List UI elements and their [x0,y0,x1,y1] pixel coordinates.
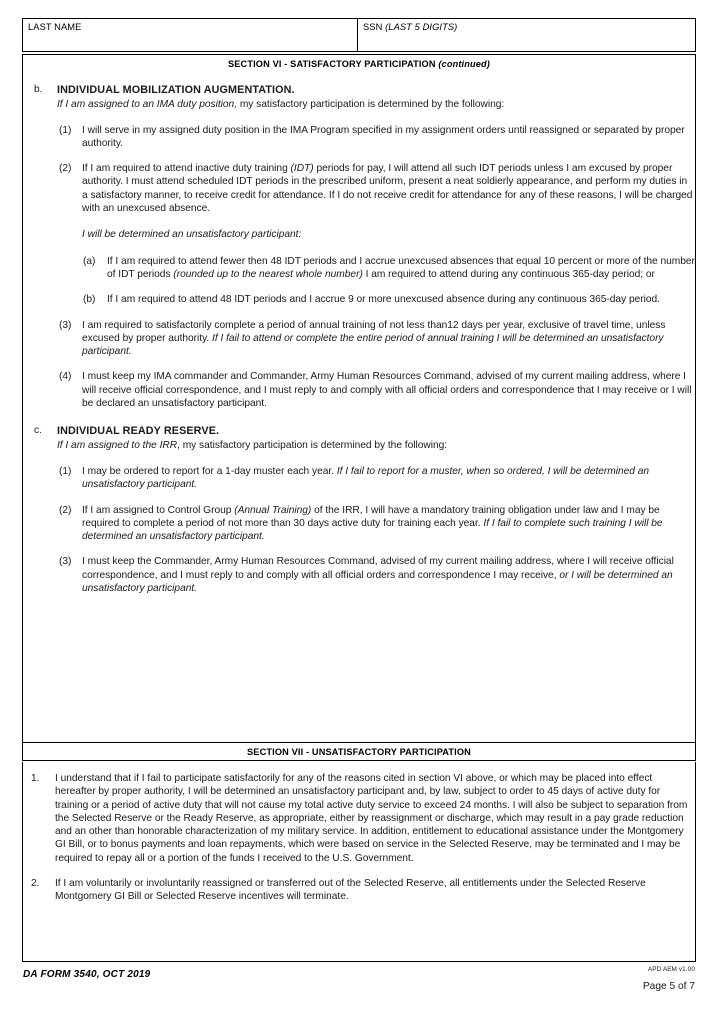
item-b2a-text [107,255,695,282]
item-b1-label: (1) [59,124,72,136]
item-b1 [59,124,695,151]
item-b3-text [82,319,695,359]
item-c-title: INDIVIDUAL READY RESERVE. [57,425,220,438]
section-vii-body [22,762,696,962]
item-b1-text: I will serve in my assigned duty position in the IMA Program specified in my assignment orders until reassigned or separated by proper authority. [82,124,685,149]
section-vii-item-2-text: If I am voluntarily or involuntarily reassigned or transferred out of the Selected Reserve, all entitlements under the Selected Reserve Montgomery GI Bill or Selected Reserve incentives will terminate. [55,878,646,903]
item-c1 [59,465,695,492]
item-b2-part2: periods for pay, I will attend all such IDT periods unless I am excused by proper authority. I must attend scheduled IDT periods in the prescribed uniform, present a neat soldierly appearance, and perform my duties in a satisfactory manner, to receive credit for attendance. If I do not receive credit for attendance for any of these reasons, I will be charged with an unexcused absence. [82,163,693,215]
last-name-field[interactable] [23,19,358,51]
item-b2b-label: (b) [83,294,96,306]
item-c-subtitle-rest: , my satisfactory participation is determined by the following: [177,440,448,452]
item-b3-italic: If I fail to attend or complete the entire period of annual training I will be determined an unsatisfactory participant. [82,332,664,358]
item-b2-label: (2) [59,163,72,175]
item-c1-part1: I may be ordered to report for a 1-day muster each year. [82,465,337,477]
section-vi-banner-continued: (continued) [438,58,491,69]
section-vii-item-2-label: 2. [31,878,40,890]
item-c-label: c. [34,425,42,437]
item-c2-annual-training: (Annual Training) [234,504,312,516]
item-c2-italic2: If I fail to complete such training I will be determined an unsatisfactory participant. [82,517,663,543]
item-c-subtitle [57,439,695,453]
item-b2a-part1: If I am required to attend fewer then 48 IDT periods and I accrue unexcused absences that equal 10 percent or more of the number of IDT periods [107,255,695,280]
section-vii-item-1-text: I understand that if I fail to participate satisfactorily for any of the reasons cited in section VI above, or which may be placed into effect hereafter by proper authority, I will be determined an unsatisfactory participant and, by law, subject to order to 45 days of active duty for training or a period of active duty that will not cause my total active duty service to exceed 24 months. I will also be subject to separation from the Selected Reserve or the Ready Reserve, as appropriate, either by reassignment or discharge, which may result in a pay grade reduction and an other than honorable characterization of my military service. In addition, entitlement to educational assistance under the Montgomery GI Bill, or to bonus payments and loan repayments, which were based on service in the Selected Reserve, may be terminated and I may be required to repay all or a portion of the funds I received to the U.S. Government. [55,773,688,864]
ssn-field[interactable] [358,19,695,51]
item-b2b-text: If I am required to attend 48 IDT periods and I accrue 9 or more unexcused absence during any continuous 365-day period. [107,294,660,306]
item-c1-text [82,465,695,492]
item-c1-label: (1) [59,465,72,477]
item-b3-part1: I am required to satisfactorily complete a period of annual training of not less than12 days per year, exclusive of travel time, unless excused by proper authority. [82,319,666,344]
item-b-title: INDIVIDUAL MOBILIZATION AUGMENTATION. [57,84,295,96]
item-b2-idt-abbrev: (IDT) [290,163,314,175]
item-c [34,424,695,453]
item-b4-label: (4) [59,371,72,383]
last-name-label: LAST NAME [28,22,82,32]
item-c2-part2: of the IRR, I will have a mandatory training obligation under law and I may be required to complete a period of not more than 30 days active duty for training each year. [82,504,660,529]
item-b-subtitle-rest: my satisfactory participation is determined by the following: [237,99,505,110]
item-b [34,83,695,112]
item-c2-label: (2) [59,504,72,516]
section-vi-body [22,72,696,742]
identification-table [22,18,696,52]
item-b3-label: (3) [59,319,72,331]
item-b2-leadin [82,228,695,241]
item-b-label: b. [34,84,43,95]
item-c-subtitle-italic: If I am assigned to the IRR [57,440,178,452]
form-identifier: DA FORM 3540, OCT 2019 [23,969,151,980]
item-b2-text [82,162,695,215]
section-vii-item-1-label: 1. [31,773,40,784]
item-b4 [59,370,695,410]
section-vii-banner-text: SECTION VII - UNSATISFACTORY PARTICIPATION [247,746,471,757]
item-b2b [83,293,695,306]
page-number: Page 5 of 7 [642,981,695,992]
item-c2 [59,504,695,544]
item-b2a-rounding-note: (rounded up to the nearest whole number) [173,268,363,280]
item-b2a [83,255,695,282]
item-b4-text: I must keep my IMA commander and Commander, Army Human Resources Command, advised of my current mailing address, where I will receive official correspondence, and I must reply to and comply with all official orders and correspondence that I may receive or I will be declared an unsatisfactory participant. [82,371,692,410]
item-b3 [59,319,695,359]
item-b2a-label: (a) [83,255,96,267]
item-c3-text [82,555,695,595]
item-c3 [59,555,695,595]
section-vii-item-2 [31,877,695,904]
item-b2-part1: If I am required to attend inactive duty training [82,163,291,175]
item-c2-part1: If I am assigned to Control Group [82,504,235,516]
item-b2a-part2: I am required to attend during any continuous 365-day period; or [362,268,655,280]
apd-version-label: APD AEM v1.00 [647,966,695,973]
item-b-subtitle-italic: If I am assigned to an IMA duty position, [57,99,238,110]
ssn-label-qualifier: (LAST 5 DIGITS) [385,22,458,32]
item-c3-label: (3) [59,556,72,568]
ssn-label: SSN [363,22,386,32]
item-c2-text [82,504,695,544]
item-b2-leadin-text: I will be determined an unsatisfactory participant: [82,229,302,241]
section-vii-banner [22,742,696,761]
section-vi-banner-text: SECTION VI - SATISFACTORY PARTICIPATION [227,58,439,69]
item-c3-italic: or I will be determined an unsatisfactory participant. [82,569,673,595]
item-c3-part1: I must keep the Commander, Army Human Resources Command, advised of my current mailing address, where I will receive official correspondence, and I must reply to and comply with all official orders and correspondence I may receive, [82,556,674,581]
item-b2 [59,162,695,215]
item-c1-italic: If I fail to report for a muster, when so ordered, I will be determined an unsatisfactory participant. [82,465,650,491]
item-b-subtitle [57,98,695,112]
section-vii-item-1 [31,772,695,865]
section-vi-banner [22,54,696,73]
